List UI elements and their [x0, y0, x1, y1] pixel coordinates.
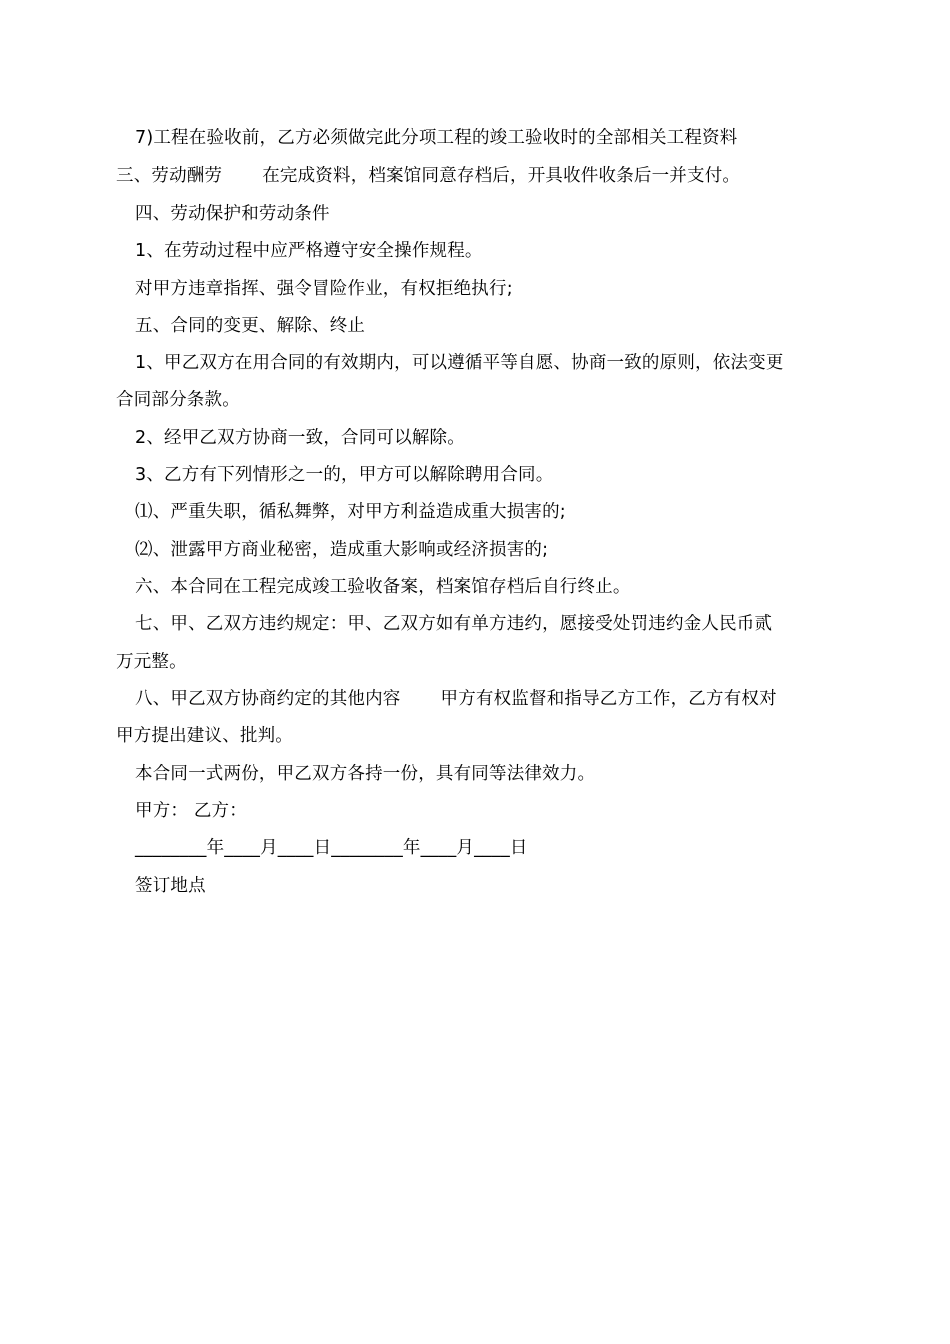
section-5-heading: 五、合同的变更、解除、终止 [135, 316, 366, 336]
section-5-subitem-1: ⑴、严重失职，循私舞弊，对甲方利益造成重大损害的; [135, 502, 566, 522]
section-5-item-1-continued: 合同部分条款。 [116, 390, 240, 410]
section-4-item-2: 对甲方违章指挥、强令冒险作业，有权拒绝执行; [135, 279, 513, 299]
section-8-text: 甲方有权监督和指导乙方工作，乙方有权对 [440, 689, 777, 709]
section-7-paragraph-continued: 万元整。 [116, 652, 187, 672]
section-5-item-1: 1、甲乙双方在用合同的有效期内，可以遵循平等自愿、协商一致的原则，依法变更 [135, 353, 784, 373]
section-6-paragraph: 六、本合同在工程完成竣工验收备案，档案馆存档后自行终止。 [135, 577, 631, 597]
section-5-subitem-2: ⑵、泄露甲方商业秘密，造成重大影响或经济损害的; [135, 540, 549, 560]
section-5-item-2: 2、经甲乙双方协商一致，合同可以解除。 [135, 428, 465, 448]
section-4-heading: 四、劳动保护和劳动条件 [135, 204, 330, 224]
clause-7-paragraph: 7)工程在验收前，乙方必须做完此分项工程的竣工验收时的全部相关工程资料 [135, 128, 738, 148]
section-8-heading: 八、甲乙双方协商约定的其他内容 [135, 689, 401, 709]
signature-date-blanks: ________年____月____日________年____月____日 [135, 838, 528, 858]
party-signature-labels: 甲方： 乙方： [135, 801, 247, 821]
section-3-line [116, 164, 740, 188]
signing-location-label: 签订地点 [135, 876, 206, 896]
section-8-text-continued: 甲方提出建议、批判。 [116, 726, 293, 746]
section-8-line [135, 687, 777, 711]
section-3-text: 在完成资料，档案馆同意存档后，开具收件收条后一并支付。 [262, 166, 741, 186]
section-7-paragraph: 七、甲、乙双方违约规定：甲、乙双方如有单方违约，愿接受处罚违约金人民币贰 [135, 614, 773, 634]
section-4-item-1: 1、在劳动过程中应严格遵守安全操作规程。 [135, 241, 483, 261]
section-5-item-3: 3、乙方有下列情形之一的，甲方可以解除聘用合同。 [135, 465, 554, 485]
copies-clause: 本合同一式两份，甲乙双方各持一份，具有同等法律效力。 [135, 764, 596, 784]
section-3-heading: 三、劳动酬劳 [116, 166, 223, 186]
